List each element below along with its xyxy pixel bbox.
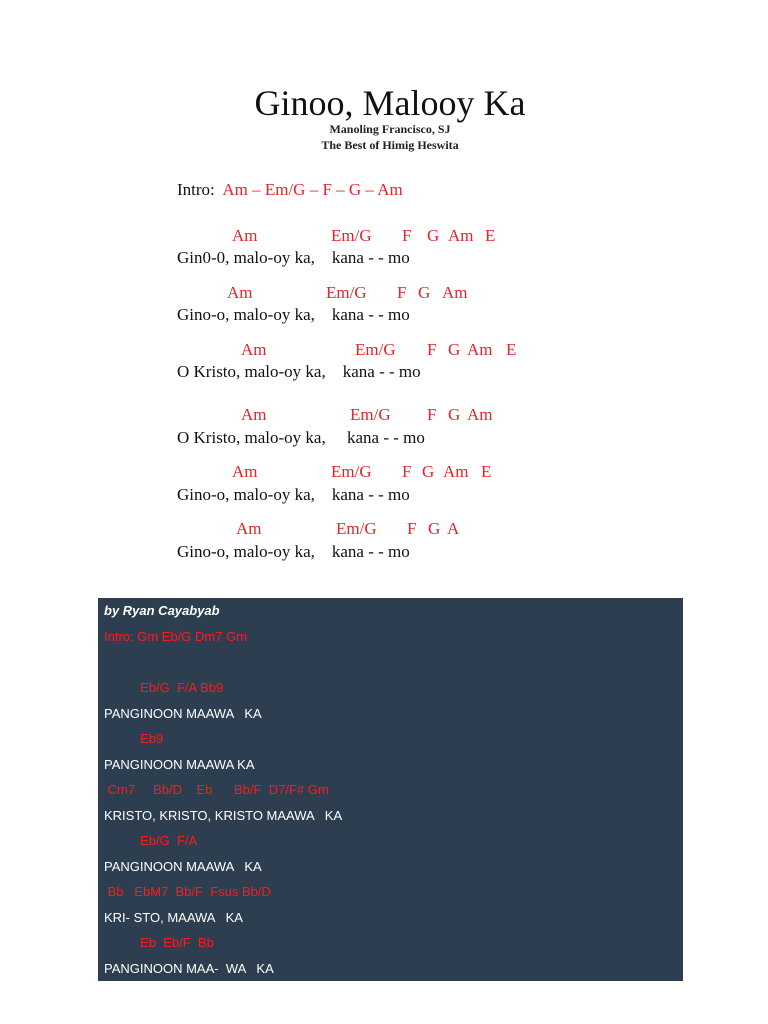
intro-line	[177, 180, 403, 200]
chord: Am	[467, 340, 493, 359]
chord: G	[448, 405, 461, 424]
chord: Am	[467, 405, 493, 424]
chord: G	[448, 340, 461, 359]
chord: F	[402, 226, 412, 245]
chord-line	[0, 226, 768, 246]
chord: Am	[236, 519, 262, 538]
chord: E	[481, 462, 492, 481]
panel-chord-line: Intro: Gm Eb/G Dm7 Gm	[104, 629, 248, 644]
chord: A	[447, 519, 460, 538]
composer-credit: Manoling Francisco, SJ	[329, 122, 451, 136]
chord-line	[0, 405, 768, 425]
chord: Em/G	[331, 226, 372, 245]
panel-chord-line: Eb/G F/A Bb9	[104, 680, 224, 695]
lyric-line: Gin0-0, malo-oy ka, kana - - mo	[177, 248, 410, 267]
panel-lyric-line: KRI- STO, MAAWA KA	[104, 910, 243, 925]
chord: Am	[241, 405, 267, 424]
chord-line	[0, 462, 768, 482]
chord: G	[427, 226, 440, 245]
panel-lyric-line: PANGINOON MAAWA KA	[104, 757, 255, 772]
panel-chord-line: Eb9	[104, 731, 164, 746]
chord: Am	[443, 462, 469, 481]
chord: Em/G	[326, 283, 367, 302]
chord: Em/G	[336, 519, 377, 538]
chord: Am	[448, 226, 474, 245]
panel-lyric-line: PANGINOON MAAWA KA	[104, 706, 262, 721]
chord-line	[0, 519, 768, 539]
panel-lyric-line: KRISTO, KRISTO, KRISTO MAAWA KA	[104, 808, 343, 823]
lyric-line: O Kristo, malo-oy ka, kana - - mo	[177, 362, 421, 381]
panel-chord-line: Cm7 Bb/D Eb Bb/F D7/F# Gm	[104, 782, 329, 797]
chord: Em/G	[355, 340, 396, 359]
chord: Am	[227, 283, 253, 302]
intro-label: Intro:	[177, 180, 215, 199]
source-credit: The Best of Himig Heswita	[321, 138, 459, 152]
panel-credit: by Ryan Cayabyab	[104, 603, 220, 618]
chord: Em/G	[331, 462, 372, 481]
chord: F	[402, 462, 412, 481]
chord: F	[407, 519, 417, 538]
chord: G	[422, 462, 435, 481]
panel-chord-line: Eb/G F/A	[104, 833, 198, 848]
chord: Am	[232, 226, 258, 245]
panel-lyric-line: PANGINOON MAA- WA KA	[104, 961, 274, 976]
chord: Em/G	[350, 405, 391, 424]
panel-chord-line: Bb EbM7 Bb/F Fsus Bb/D	[104, 884, 271, 899]
chord: G	[418, 283, 431, 302]
lyric-line: Gino-o, malo-oy ka, kana - - mo	[177, 542, 410, 561]
panel-chord-line: Eb Eb/F Bb	[104, 935, 214, 950]
lyric-line: Gino-o, malo-oy ka, kana - - mo	[177, 485, 410, 504]
chord: Am	[241, 340, 267, 359]
panel-lyric-line: PANGINOON MAAWA KA	[104, 859, 262, 874]
intro-chords: Am – Em/G – F – G – Am	[222, 180, 403, 199]
lyric-line: O Kristo, malo-oy ka, kana - - mo	[177, 428, 425, 447]
chord: E	[506, 340, 517, 359]
chord-line	[0, 340, 768, 360]
chord: E	[485, 226, 496, 245]
chord: F	[397, 283, 407, 302]
chord: G	[428, 519, 441, 538]
chord-panel	[98, 598, 683, 981]
lyric-line: Gino-o, malo-oy ka, kana - - mo	[177, 305, 410, 324]
song-title: Ginoo, Malooy Ka	[254, 83, 526, 123]
chord: Am	[442, 283, 468, 302]
chord: F	[427, 340, 437, 359]
chord: F	[427, 405, 437, 424]
chord: Am	[232, 462, 258, 481]
chord-line	[0, 283, 768, 303]
